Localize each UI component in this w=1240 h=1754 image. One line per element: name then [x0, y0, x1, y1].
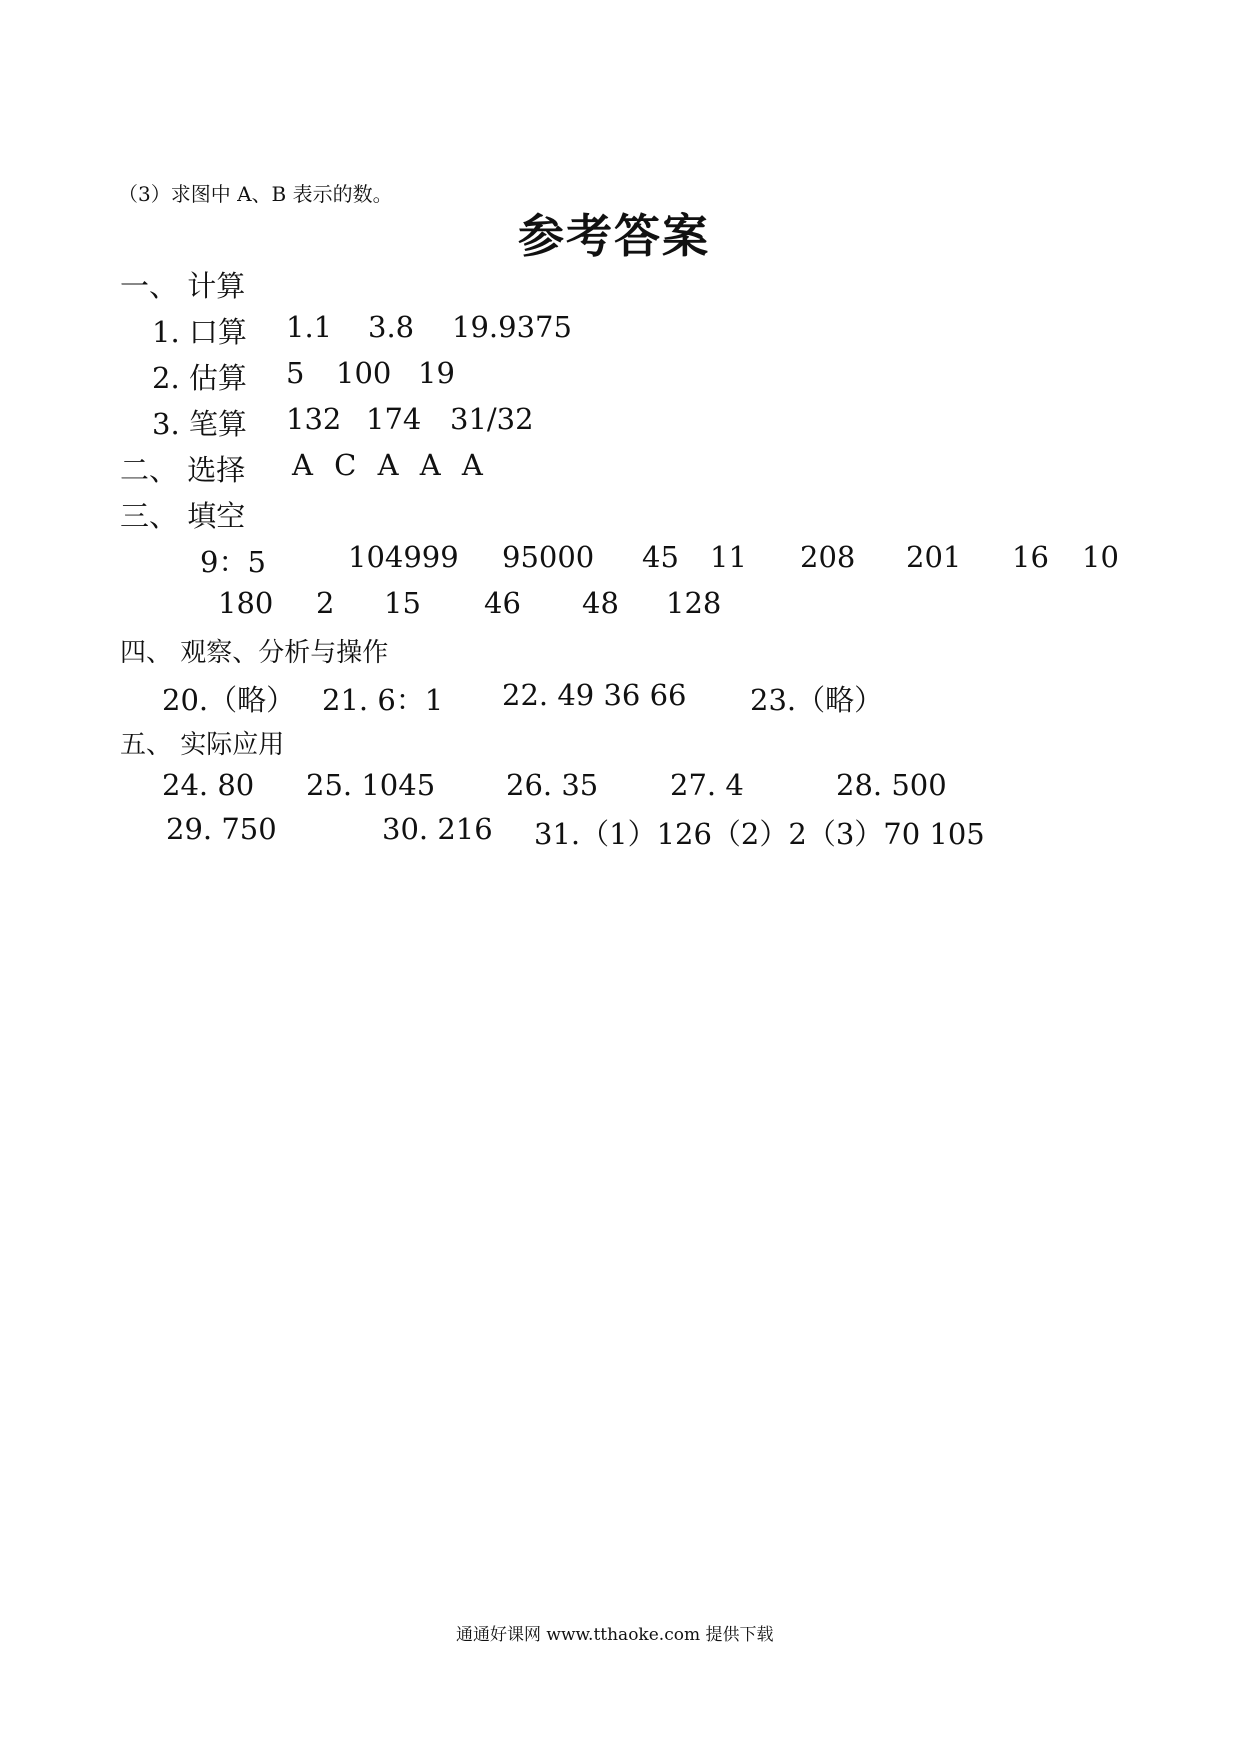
- answer-value: 11: [710, 540, 747, 574]
- answer-value: 21. 6：1: [322, 683, 444, 717]
- answer-value: 2: [316, 586, 335, 620]
- answer-value: 10: [1082, 540, 1119, 574]
- answer-value: 46: [484, 586, 521, 620]
- answer-value: 20.（略）: [162, 683, 296, 717]
- answer-value: 31/32: [450, 402, 534, 436]
- answer-value: 24. 80: [162, 768, 255, 802]
- answer-value: 104999: [348, 540, 459, 574]
- answer-value: 5: [286, 356, 305, 390]
- answer-value: 30. 216: [382, 812, 493, 846]
- section-1-heading: 一、 计算: [120, 269, 246, 303]
- answer-value: 95000: [502, 540, 595, 574]
- answer-value: 25. 1045: [306, 768, 436, 802]
- section-3-heading: 三、 填空: [120, 499, 246, 533]
- answer-value: 19.9375: [452, 310, 572, 344]
- answer-value: 23.（略）: [750, 683, 884, 717]
- answer-value: 1.1: [286, 310, 333, 344]
- section-2-heading: 二、 选择: [120, 453, 246, 487]
- answer-value: 26. 35: [506, 768, 599, 802]
- page-footer: 通通好课网 www.tthaoke.com 提供下载: [456, 1625, 774, 1645]
- section-5-heading: 五、 实际应用: [120, 730, 285, 760]
- item-1-label: 1. 口算: [152, 315, 247, 349]
- answer-value: 9：5: [200, 545, 266, 579]
- answer-value: 208: [800, 540, 856, 574]
- answer-value: 174: [366, 402, 422, 436]
- answer-value: 132: [286, 402, 342, 436]
- answer-value: 3.8: [368, 310, 415, 344]
- answer-value: 28. 500: [836, 768, 947, 802]
- answer-value: 180: [218, 586, 274, 620]
- answer-value: 19: [418, 356, 455, 390]
- question-note: （3）求图中 A、B 表示的数。: [118, 182, 393, 206]
- page-title: 参考答案: [518, 209, 710, 263]
- answer-value: 27. 4: [670, 768, 744, 802]
- section-4-heading: 四、 观察、分析与操作: [120, 638, 389, 668]
- answer-value: 16: [1012, 540, 1049, 574]
- answer-value: 15: [384, 586, 421, 620]
- answer-value: 29. 750: [166, 812, 277, 846]
- answer-value: 22. 49 36 66: [502, 678, 687, 712]
- answer-value: 45: [642, 540, 679, 574]
- answer-value: 31.（1）126（2）2（3）70 105: [534, 817, 985, 851]
- item-3-label: 3. 笔算: [152, 407, 247, 441]
- answer-value: 128: [666, 586, 722, 620]
- answer-value: 100: [336, 356, 392, 390]
- item-2-label: 2. 估算: [152, 361, 247, 395]
- answer-value: 48: [582, 586, 619, 620]
- answer-value: 201: [906, 540, 962, 574]
- section-2-answers: A C A A A: [292, 448, 489, 482]
